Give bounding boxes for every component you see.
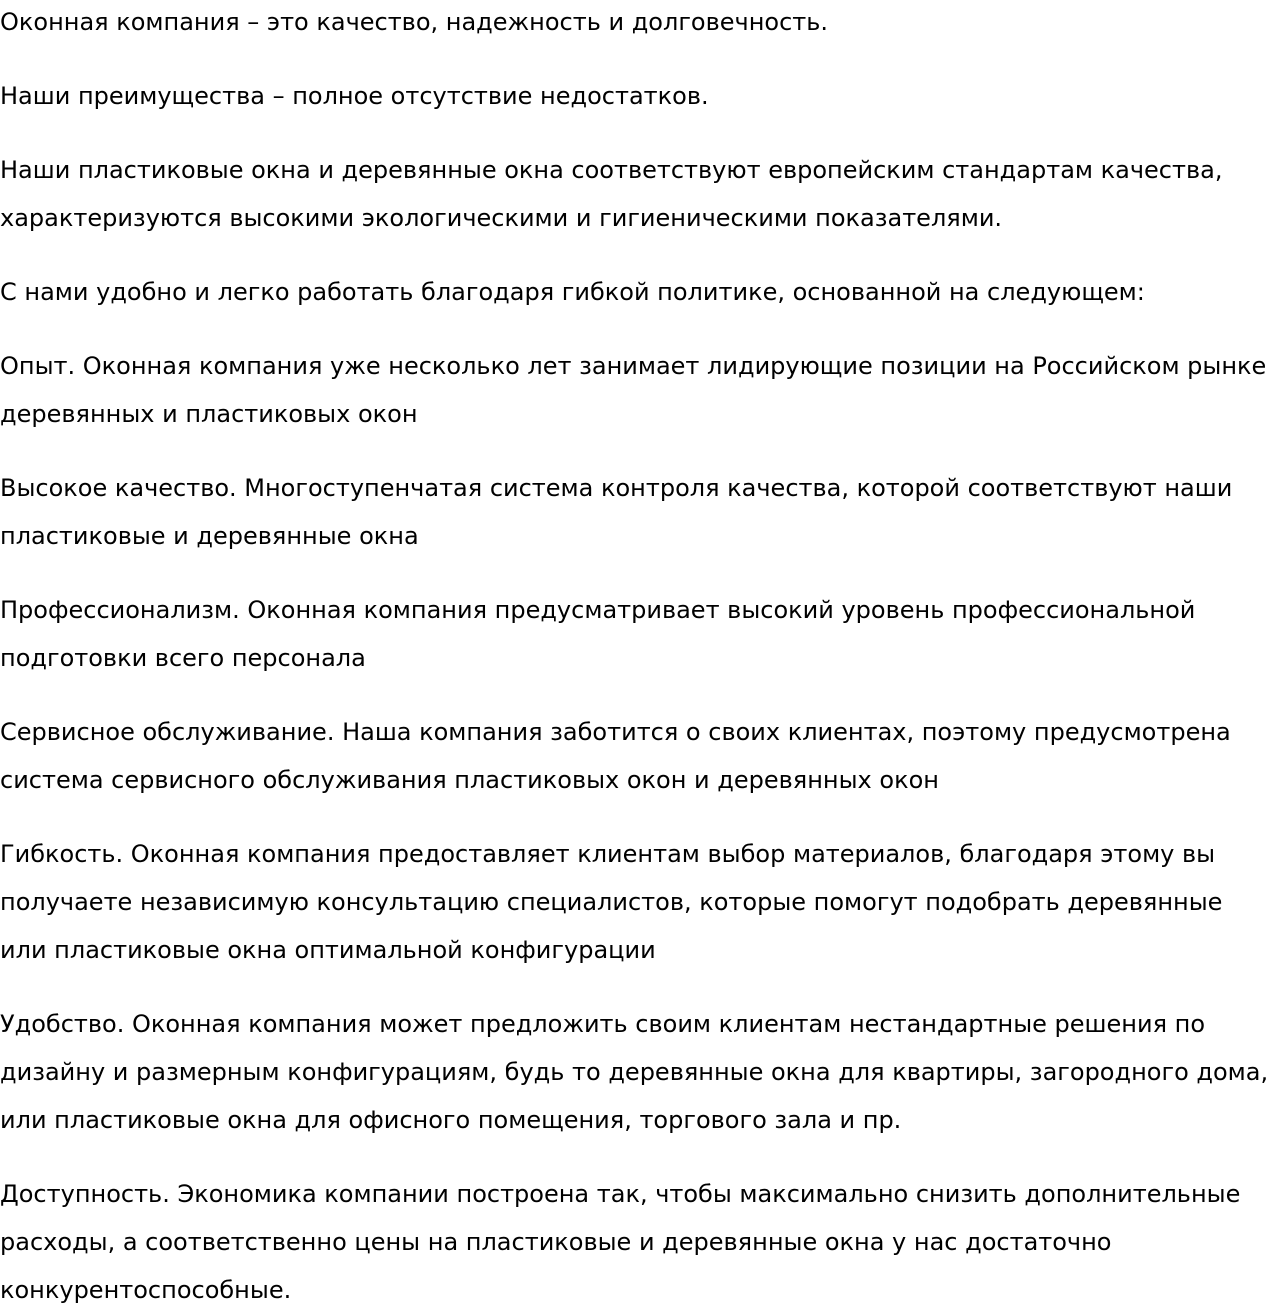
flexibility-paragraph: Гибкость. Оконная компания предоставляет клиентам выбор материалов, благодаря этому вы получаете независимую консультацию специалистов, которые помогут подобрать деревянные или пластиковые окна оптимальной конфигурации [0,840,1223,964]
intro-paragraph: Оконная компания – это качество, надежность и долговечность. [0,8,829,36]
policy-intro-paragraph: С нами удобно и легко работать благодаря гибкой политике, основанной на следующем: [0,278,1145,306]
affordability-paragraph: Доступность. Экономика компании построена так, чтобы максимально снизить дополнительные расходы, а соответственно цены на пластиковые и деревянные окна у нас достаточно конкурентоспособные. [0,1180,1241,1304]
standards-paragraph: Наши пластиковые окна и деревянные окна соответствуют европейским стандартам качества, характеризуются высокими экологическими и гигиеническими показателями. [0,156,1223,232]
convenience-paragraph: Удобство. Оконная компания может предложить своим клиентам нестандартные решения по дизайну и размерным конфигурациям, будь то деревянные окна для квартиры, загородного дома, или пластиковые окна для офисного помещения, торгового зала и пр. [0,1010,1269,1134]
experience-paragraph: Опыт. Оконная компания уже несколько лет занимает лидирующие позиции на Российском рынке деревянных и пластиковых окон [0,352,1267,428]
advantages-paragraph: Наши преимущества – полное отсутствие недостатков. [0,82,709,110]
service-paragraph: Сервисное обслуживание. Наша компания заботится о своих клиентах, поэтому предусмотрена система сервисного обслуживания пластиковых окон и деревянных окон [0,718,1231,794]
professionalism-paragraph: Профессионализм. Оконная компания предусматривает высокий уровень профессиональной подготовки всего персонала [0,596,1196,672]
quality-paragraph: Высокое качество. Многоступенчатая система контроля качества, которой соответствуют наши пластиковые и деревянные окна [0,474,1233,550]
